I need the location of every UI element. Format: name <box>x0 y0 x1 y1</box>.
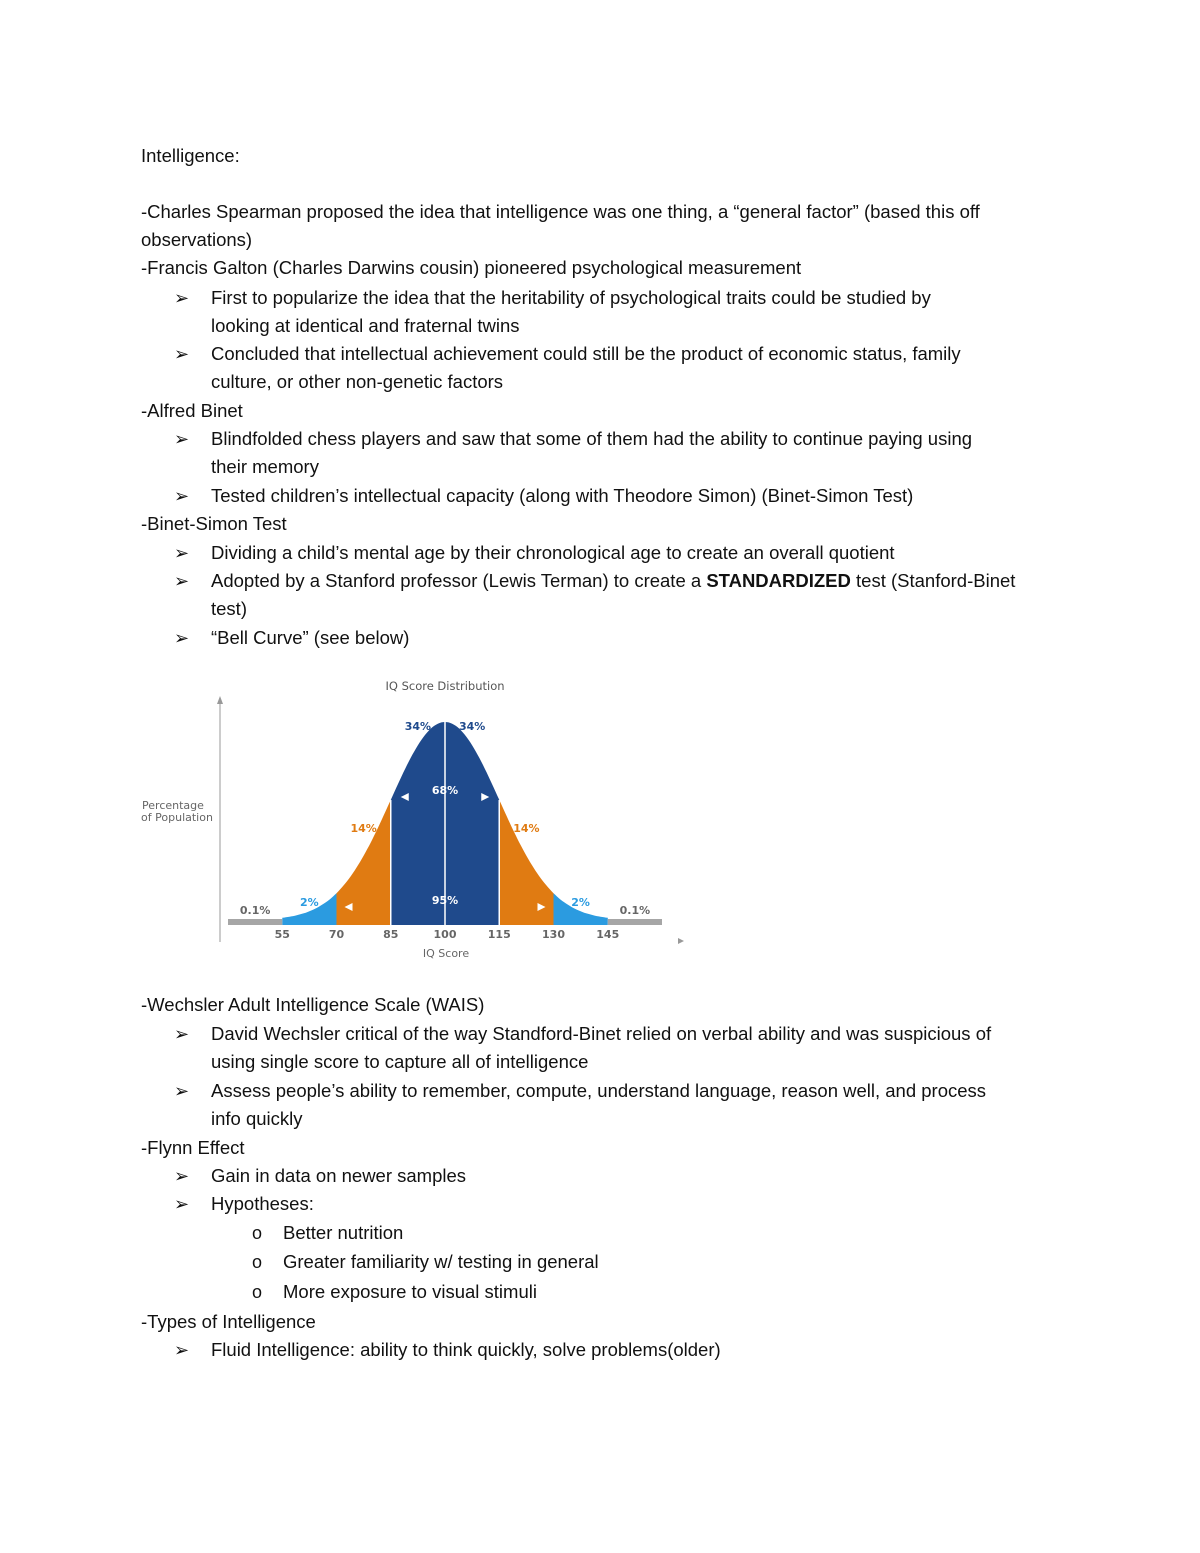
wais-bullet-2: Assess people’s ability to remember, compute, understand language, reason well, and process <box>211 1080 987 1101</box>
x-axis-arrow-icon <box>678 938 684 944</box>
binet-simon-line: -Binet-Simon Test <box>141 513 287 534</box>
wais-line: -Wechsler Adult Intelligence Scale (WAIS) <box>141 994 485 1015</box>
wais-bullet-1: David Wechsler critical of the way Standford-Binet relied on verbal ability and was suspicious of <box>211 1023 992 1044</box>
arrow-bullet-icon: ➢ <box>174 344 190 364</box>
region-label-3: 34% <box>404 720 432 733</box>
binet-simon-bullet-3: “Bell Curve” (see below) <box>211 627 410 648</box>
arrow-bullet-icon: ➢ <box>174 1081 190 1101</box>
region-label-5: 14% <box>513 822 540 835</box>
types-line: -Types of Intelligence <box>141 1311 316 1332</box>
y-axis-label-line-1: Percentage <box>142 799 204 812</box>
galton-line: -Francis Galton (Charles Darwins cousin) pioneered psychological measurement <box>141 257 802 278</box>
x-tick-label-3: 100 <box>433 928 457 941</box>
wais-bullet-2-cont: info quickly <box>211 1108 303 1129</box>
arrow-bullet-icon: ➢ <box>174 1166 190 1186</box>
tail-bar-7 <box>608 919 662 925</box>
flynn-bullet-2: Hypotheses: <box>211 1193 314 1214</box>
flynn-bullet-1: Gain in data on newer samples <box>211 1165 467 1186</box>
range-label-95: 95% <box>431 894 459 907</box>
doc-heading: Intelligence: <box>141 145 240 166</box>
x-tick-label-1: 70 <box>328 928 345 941</box>
binet-bullet-1: Blindfolded chess players and saw that some of them had the ability to continue paying using <box>211 428 973 449</box>
x-tick-label-2: 85 <box>383 928 399 941</box>
bullet-text-pre: Adopted by a Stanford professor (Lewis Terman) to create a <box>211 570 707 591</box>
y-axis-arrow-icon <box>217 696 223 704</box>
hypothesis-2: Greater familiarity w/ testing in general <box>283 1251 599 1272</box>
chart-title: IQ Score Distribution <box>385 679 505 693</box>
curve-region-5 <box>499 800 553 925</box>
arrow-bullet-icon: ➢ <box>174 1194 190 1214</box>
sub-bullet-icon: o <box>252 1223 263 1243</box>
range-label-68: 68% <box>431 784 459 797</box>
region-label-4: 34% <box>458 720 486 733</box>
region-label-6: 2% <box>571 896 590 909</box>
galton-bullet-2-cont: culture, or other non-genetic factors <box>211 371 504 392</box>
arrow-bullet-icon: ➢ <box>174 571 190 591</box>
hypothesis-3: More exposure to visual stimuli <box>283 1281 537 1302</box>
standardized-emphasis: STANDARDIZED <box>706 570 851 591</box>
arrow-bullet-icon: ➢ <box>174 288 190 308</box>
region-label-1: 2% <box>300 896 319 909</box>
binet-line: -Alfred Binet <box>141 400 243 421</box>
binet-simon-bullet-2 <box>211 567 1015 595</box>
binet-bullet-1-cont: their memory <box>211 456 319 477</box>
region-label-7: 0.1% <box>619 904 651 917</box>
sub-bullet-icon: o <box>252 1252 263 1272</box>
iq-distribution-chart <box>128 672 688 964</box>
wais-bullet-1-cont: using single score to capture all of intelligence <box>211 1051 589 1072</box>
arrow-bullet-icon: ➢ <box>174 429 190 449</box>
x-tick-label-0: 55 <box>274 928 290 941</box>
y-axis-label-line-2: of Population <box>141 811 213 824</box>
hypothesis-1: Better nutrition <box>283 1222 404 1243</box>
flynn-line: -Flynn Effect <box>141 1137 245 1158</box>
x-tick-label-5: 130 <box>542 928 565 941</box>
galton-bullet-1: First to popularize the idea that the heritability of psychological traits could be studied by <box>211 287 931 308</box>
binet-bullet-2: Tested children’s intellectual capacity (along with Theodore Simon) (Binet-Simon Test) <box>211 485 914 506</box>
arrow-bullet-icon: ➢ <box>174 543 190 563</box>
x-tick-label-6: 145 <box>596 928 620 941</box>
galton-bullet-1-cont: looking at identical and fraternal twins <box>211 315 520 336</box>
binet-simon-bullet-2-cont: test) <box>211 598 247 619</box>
arrow-bullet-icon: ➢ <box>174 486 190 506</box>
galton-bullet-2: Concluded that intellectual achievement could still be the product of economic status, family <box>211 343 961 364</box>
spearman-line-cont: observations) <box>141 229 253 250</box>
region-label-2: 14% <box>350 822 377 835</box>
region-label-0: 0.1% <box>239 904 271 917</box>
arrow-bullet-icon: ➢ <box>174 1024 190 1044</box>
arrow-bullet-icon: ➢ <box>174 628 190 648</box>
tail-bar-0 <box>228 919 282 925</box>
bullet-text-post: test (Stanford-Binet <box>850 570 1016 591</box>
sub-bullet-icon: o <box>252 1282 263 1302</box>
types-bullet-1: Fluid Intelligence: ability to think quickly, solve problems(older) <box>211 1339 721 1360</box>
x-tick-label-4: 115 <box>487 928 511 941</box>
x-axis-label: IQ Score <box>422 947 470 960</box>
binet-simon-bullet-1: Dividing a child’s mental age by their chronological age to create an overall quotient <box>211 542 895 563</box>
arrow-bullet-icon: ➢ <box>174 1340 190 1360</box>
spearman-line: -Charles Spearman proposed the idea that intelligence was one thing, a “general factor” (based this off <box>141 201 980 222</box>
curve-region-2 <box>337 800 391 925</box>
